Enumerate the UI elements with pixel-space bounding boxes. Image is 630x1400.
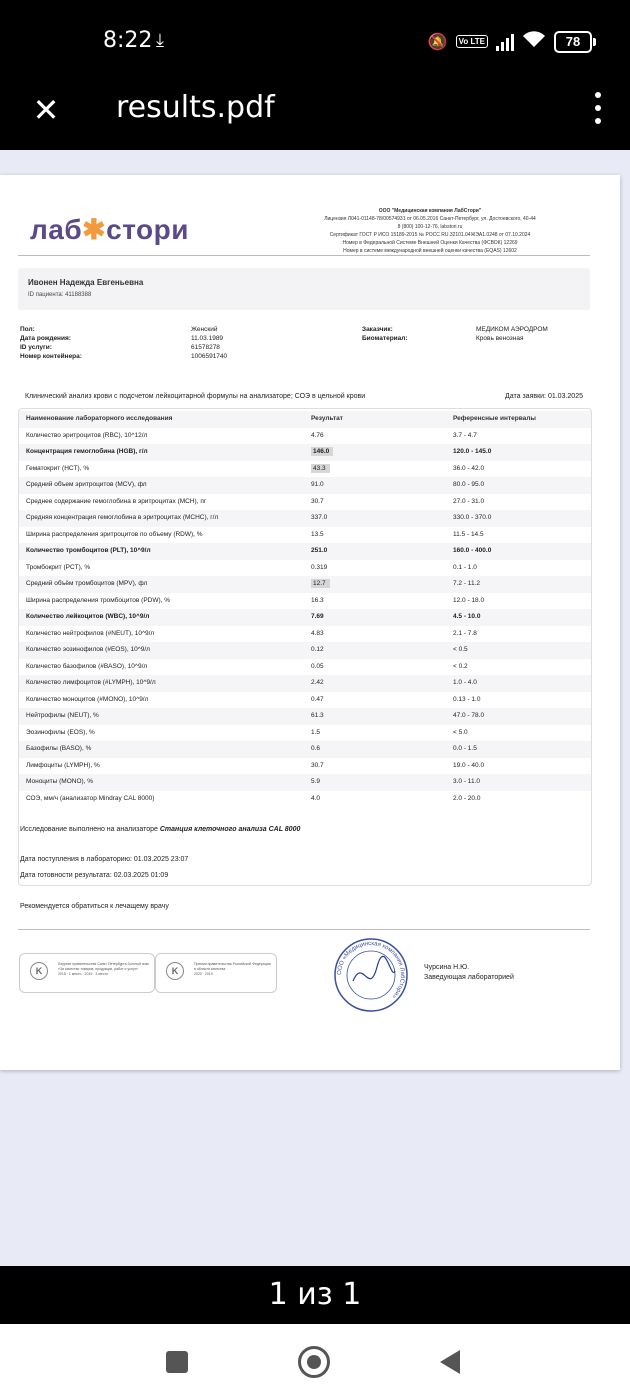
- test-result: 13.5: [311, 530, 324, 538]
- order-date: Дата заявки: 01.03.2025: [505, 393, 583, 400]
- table-row: [19, 527, 591, 544]
- reference-range: 120.0 - 145.0: [453, 448, 492, 455]
- test-name: Тромбокрит (PCT), %: [26, 563, 91, 571]
- info-values-left: Женский 11.03.1989 61578278 1006591740: [191, 326, 228, 360]
- test-name: СОЭ, мм/ч (анализатор Mindray CAL 8000): [26, 794, 155, 802]
- table-row: [19, 494, 591, 511]
- table-row: [19, 659, 591, 676]
- table-row: [19, 692, 591, 709]
- reference-range: 3.0 - 11.0: [453, 778, 480, 785]
- table-row: [19, 428, 591, 445]
- table-row: [19, 791, 591, 808]
- test-result: 0.47: [311, 695, 324, 703]
- pdf-page[interactable]: [0, 175, 620, 1070]
- company-details: ООО "Медицинская компания ЛабСтори" Лицензия Л041-01148-78/00574931 от 06.05.2016 Санкт-Петербург, ул. Достоевского, 40-44 8 (800) 100-12-76, labstori.ru Сертификат ГОСТ Р ИСО 15189-2015 № РОСС RU.32101.04ЖЭА1.0248 от 07.10.2024 Номер в Федеральной Системе Внешней Оценки Качества (ФСВОК) 12269 Номер в системе международной внешней оценки качества (EQAS) 12602: [324, 208, 536, 254]
- test-name: Количество базофилов (#BASO), 10^9/л: [26, 662, 148, 670]
- svg-text:ООО «Медицинская компания ЛабС: ООО «Медицинская компания ЛабСтори»: [336, 940, 406, 1000]
- reference-range: 11.5 - 14.5: [453, 530, 484, 538]
- home-button[interactable]: [298, 1346, 330, 1378]
- quality-award-icon: K: [166, 962, 184, 980]
- table-row: [19, 774, 591, 791]
- test-name: Количество эритроцитов (RBC), 10^12/л: [26, 431, 148, 439]
- table-row: [19, 593, 591, 610]
- ready-date: Дата готовности результата: 02.03.2025 01:09: [20, 872, 169, 879]
- reference-range: 160.0 - 400.0: [453, 547, 492, 554]
- test-name: Среднее содержание гемоглобина в эритроцитах (MCH), пг: [26, 497, 207, 505]
- reference-range: 19.0 - 40.0: [453, 761, 485, 769]
- flagged-result: 146.0: [311, 447, 333, 456]
- table-row: [19, 444, 591, 461]
- wifi-icon: [522, 30, 546, 53]
- reference-range: 47.0 - 78.0: [453, 712, 485, 719]
- test-result: 30.7: [311, 497, 324, 505]
- test-name: Количество эозинофилов (#EOS), 10^9/л: [26, 646, 150, 653]
- signer-title: Заведующая лабораторией: [424, 974, 514, 981]
- table-row: [19, 758, 591, 775]
- table-header: Наименование лабораторного исследования Результат Референсные интервалы: [19, 411, 591, 428]
- company-stamp: [333, 937, 409, 1013]
- test-result: 4.0: [311, 794, 321, 802]
- test-name: Нейтрофилы (NEUT), %: [26, 712, 99, 719]
- table-row: [19, 560, 591, 577]
- test-result: 4.76: [311, 431, 324, 439]
- reference-range: 330.0 - 370.0: [453, 514, 492, 521]
- test-name: Моноциты (MONO), %: [26, 778, 94, 785]
- test-result: 0.6: [311, 745, 321, 752]
- battery-icon: [554, 31, 596, 53]
- reference-range: 0.13 - 1.0: [453, 695, 481, 703]
- table-row: [19, 477, 591, 494]
- quality-award-icon: K: [30, 962, 48, 980]
- reference-range: 4.5 - 10.0: [453, 613, 481, 620]
- test-name: Количество лимфоцитов (#LYMPH), 10^9/л: [26, 679, 156, 686]
- reference-range: < 0.5: [453, 646, 468, 653]
- recent-apps-button[interactable]: [166, 1351, 188, 1373]
- test-name: Количество моноцитов (#MONO), 10^9/л: [26, 695, 149, 703]
- table-row: [19, 642, 591, 659]
- test-result: 1.5: [311, 728, 321, 736]
- flagged-result: 43.3: [311, 464, 330, 473]
- test-result: 5.9: [311, 778, 321, 785]
- signal-icon: [496, 33, 514, 51]
- test-name: Количество лейкоцитов (WBC), 10^9/л: [26, 613, 150, 620]
- test-result: 91.0: [311, 481, 324, 488]
- table-row: [19, 626, 591, 643]
- table-row: [19, 543, 591, 560]
- reference-range: 27.0 - 31.0: [453, 497, 485, 505]
- info-labels-right: Заказчик: Биоматериал:: [362, 326, 408, 342]
- results-table: [18, 408, 592, 886]
- page-indicator: 1 из 1: [0, 1266, 630, 1324]
- table-row: [19, 675, 591, 692]
- status-bar: [0, 0, 630, 84]
- battery-level: 78: [554, 31, 592, 53]
- signer-name: Чурсина Н.Ю.: [424, 964, 470, 971]
- reference-range: 0.0 - 1.5: [453, 745, 477, 752]
- reference-range: 0.1 - 1.0: [453, 563, 477, 571]
- lab-logo: лаб✱стори: [30, 214, 189, 245]
- mute-icon: 🔕: [427, 33, 448, 51]
- table-row: [19, 609, 591, 626]
- test-result: 0.12: [311, 646, 324, 653]
- reference-range: 12.0 - 18.0: [453, 596, 485, 604]
- app-toolbar: [0, 84, 630, 150]
- info-values-right: МЕДИКОМ АЭРОДРОМ Кровь венозная: [476, 326, 548, 342]
- status-time: 8:22: [103, 28, 153, 53]
- table-row: [19, 725, 591, 742]
- analyzer-note: Исследование выполнено на анализаторе Станция клеточного анализа CAL 8000: [20, 826, 301, 833]
- test-name: Эозинофилы (EOS), %: [26, 728, 95, 736]
- test-title: Клинический анализ крови с подсчетом лейкоцитарной формулы на анализаторе; СОЭ в цельной крови: [25, 393, 366, 400]
- reference-range: 2.0 - 20.0: [453, 794, 481, 802]
- test-result: 61.3: [311, 712, 324, 719]
- table-row: [19, 708, 591, 725]
- test-name: Ширина распределения эритроцитов по объему (RDW), %: [26, 530, 203, 538]
- test-name: Средний объем эритроцитов (MCV), фл: [26, 481, 147, 488]
- status-icons: [428, 30, 596, 53]
- download-icon: ⤓: [156, 30, 164, 50]
- table-row: [19, 461, 591, 478]
- reference-range: 80.0 - 95.0: [453, 481, 485, 488]
- table-row: [19, 510, 591, 527]
- reference-range: 7.2 - 11.2: [453, 580, 480, 587]
- test-name: Количество нейтрофилов (#NEUT), 10^9/л: [26, 629, 155, 637]
- recommendation: Рекомендуется обратиться к лечащему врачу: [20, 903, 169, 910]
- test-name: Средний объём тромбоцитов (MPV), фл: [26, 580, 148, 587]
- test-name: Базофилы (BASO), %: [26, 745, 92, 752]
- test-name: Лимфоциты (LYMPH), %: [26, 761, 100, 769]
- reference-range: 2.1 - 7.8: [453, 629, 477, 637]
- test-result: 251.0: [311, 547, 328, 554]
- document-title: results.pdf: [116, 90, 275, 125]
- back-button[interactable]: [440, 1350, 460, 1374]
- quality-badge: K Премия правительства Российской Федерации в области качества 2020 · 2019: [155, 953, 277, 993]
- test-name: Ширина распределения тромбоцитов (PDW), %: [26, 596, 171, 604]
- test-name: Концентрация гемоглобина (HGB), г/л: [26, 448, 148, 455]
- test-name: Гематокрит (HCT), %: [26, 464, 90, 472]
- flagged-result: 12.7: [311, 579, 330, 588]
- test-result: 0.319: [311, 563, 328, 571]
- volte-icon: Vo LTE: [456, 35, 488, 48]
- test-result: 16.3: [311, 596, 324, 604]
- test-result: 7.69: [311, 613, 324, 620]
- patient-id: ID пациента: 41188388: [28, 292, 92, 298]
- test-name: Средняя концентрация гемоглобина в эритроцитах (MCHC), г/л: [26, 514, 219, 521]
- close-icon[interactable]: ✕: [32, 92, 60, 128]
- reference-range: 36.0 - 42.0: [453, 464, 485, 472]
- patient-box: [18, 268, 590, 310]
- table-row: [19, 576, 591, 593]
- reference-range: 3.7 - 4.7: [453, 431, 477, 439]
- reference-range: < 0.2: [453, 662, 468, 670]
- test-result: 2.42: [311, 679, 324, 686]
- divider: [18, 929, 590, 930]
- test-result: 337.0: [311, 514, 328, 521]
- divider: [18, 255, 590, 256]
- patient-name: Ивонен Надежда Евгеньевна: [28, 278, 144, 287]
- table-row: [19, 741, 591, 758]
- signer: [424, 963, 514, 983]
- info-labels-left: Пол: Дата рождения: ID услуги: Номер контейнера:: [20, 326, 82, 360]
- received-date: Дата поступления в лабораторию: 01.03.2025 23:07: [20, 856, 189, 863]
- reference-range: 1.0 - 4.0: [453, 679, 477, 686]
- test-result: 4.83: [311, 629, 324, 637]
- reference-range: < 5.0: [453, 728, 468, 736]
- more-options-icon[interactable]: [592, 92, 604, 124]
- test-name: Количество тромбоцитов (PLT), 10^9/л: [26, 547, 151, 554]
- test-result: 0.05: [311, 662, 324, 670]
- system-nav-bar: [0, 1324, 630, 1400]
- test-result: 30.7: [311, 761, 324, 769]
- quality-badge: K Лауреат правительства Санкт-Петербурга Золотой знак «За качество товаров, продукции, работ и услуг» 2018 · 1 место · 2019 · 3 место: [19, 953, 155, 993]
